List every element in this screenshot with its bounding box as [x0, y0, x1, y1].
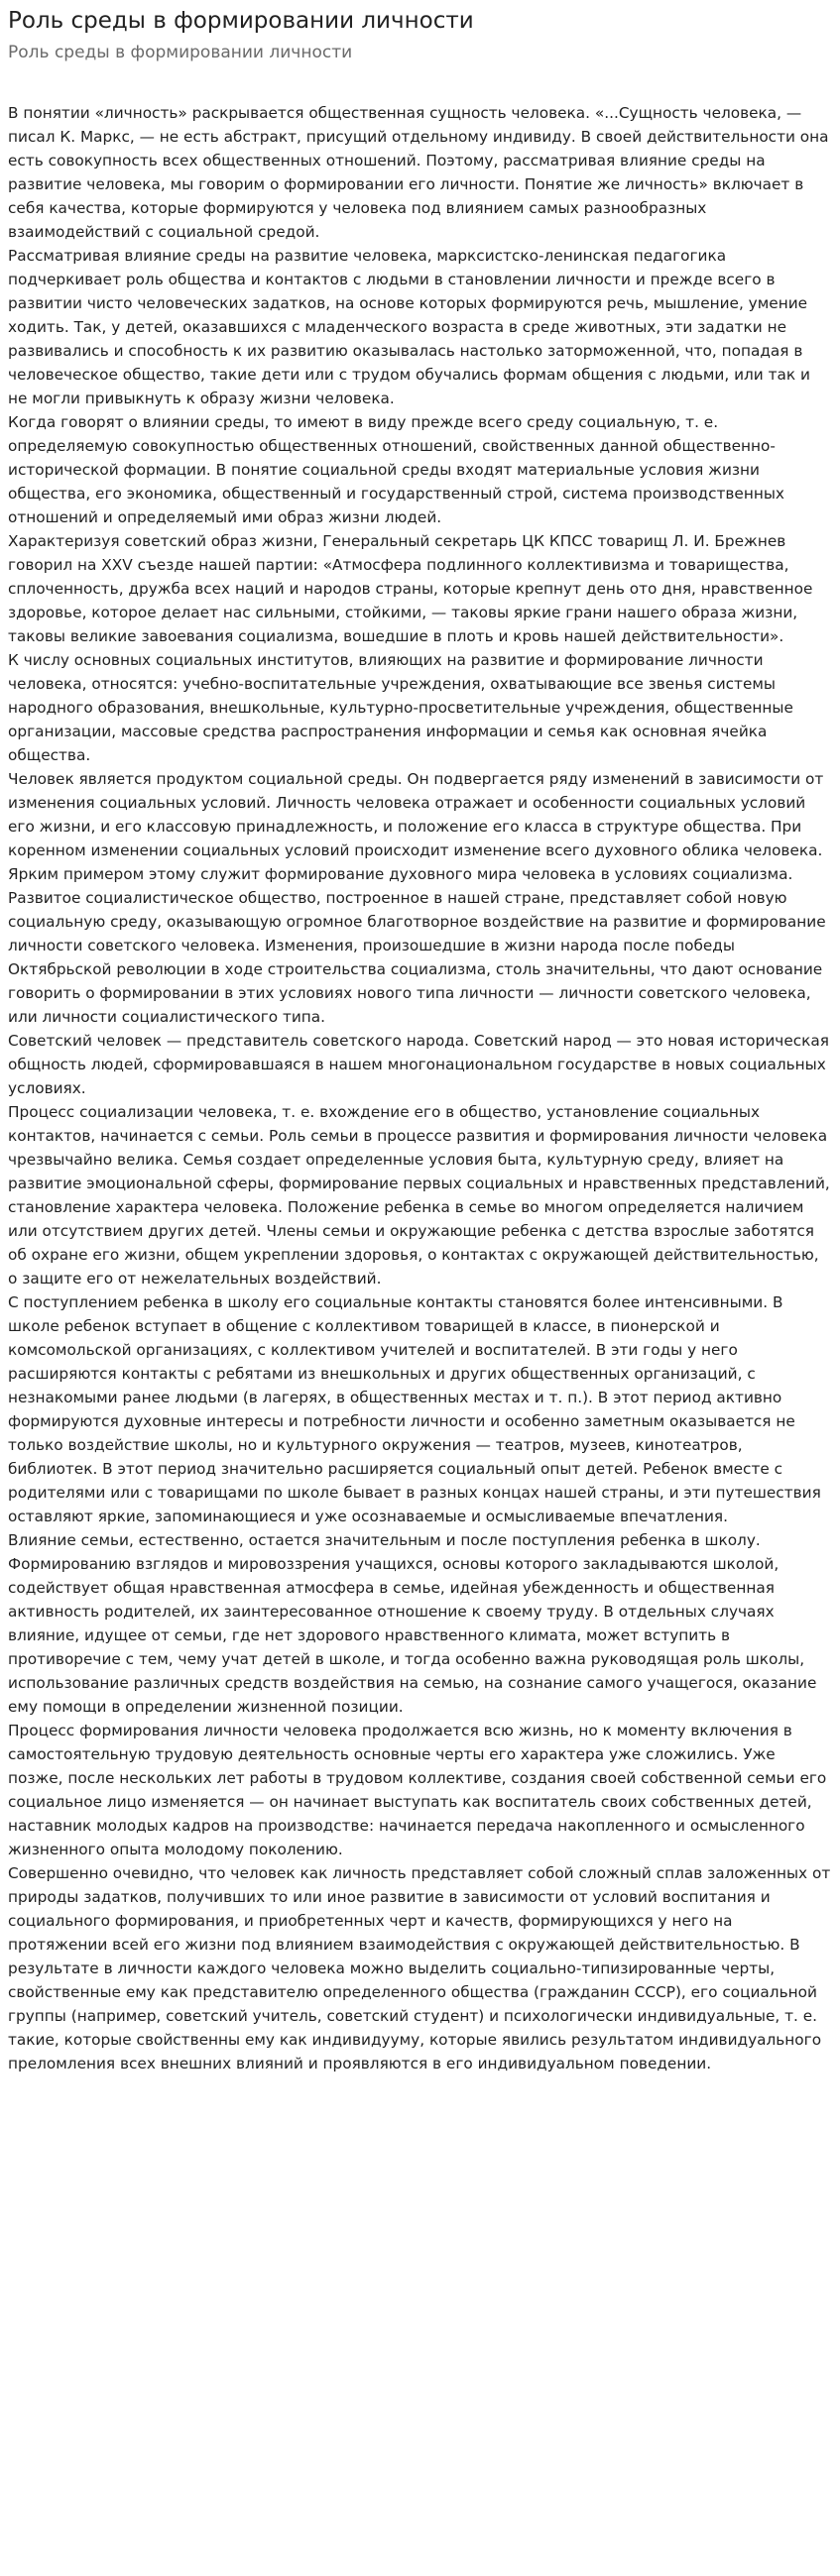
paragraph: Когда говорят о влиянии среды, то имеют в виду прежде всего среду социальную, т. е. определяемую совокупностью общественных отношений, свойственных данной общественно-исторической формации. В понятие социальной среды входят материальные условия жизни общества, его экономика, общественный и государственный строй, система производственных отношений и определяемый ими образ жизни людей. — [8, 413, 784, 526]
paragraph: Процесс социализации человека, т. е. вхождение его в общество, установление социальных контактов, начинается с семьи. Роль семьи в процессе развития и формирования личности человека чрезвычайно велика. Семья создает определенные условия быта, культурную среду, влияет на развитие эмоциональной сферы, формирование первых социальных и нравственных представлений, становление характера человека. Положение ребенка в семье во многом определяется наличием или отсутствием других детей. Члены семьи и окружающие ребенка с детства взрослые заботятся об охране его жизни, общем укреплении здоровья, о контактах с окружающей действительностью, о защите его от нежелательных воздействий. — [8, 1103, 830, 1288]
paragraph: Советский человек — представитель советского народа. Советский народ — это новая историческая общность людей, сформировавшаяся в нашем многонациональном государстве в новых социальных условиях. — [8, 1032, 829, 1097]
paragraph: В понятии «личность» раскрывается общественная сущность человека. «...Сущность человека, — писал К. Маркс, — не есть абстракт, присущий отдельному индивиду. В своей действительности она есть совокупность всех общественных отношений. Поэтому, рассматривая влияние среды на развитие человека, мы говорим о формировании его личности. Понятие же личность» включает в себя качества, которые формируются у человека под влиянием самых разнообразных взаимодействий с социальной средой. — [8, 104, 829, 241]
paragraph: Характеризуя советский образ жизни, Генеральный секретарь ЦК КПСС товарищ Л. И. Брежнев говорил на XXV съезде нашей партии: «Атмосфера подлинного коллективизма и товарищества, сплоченность, дружба всех наций и народов страны, которые крепнут день ото дня, нравственное здоровье, которое делает нас сильными, стойкими, — таковы яркие грани нашего образа жизни, таковы великие завоевания социализма, вошедшие в плоть и кровь нашей действительности». — [8, 532, 813, 645]
paragraph: Совершенно очевидно, что человек как личность представляет собой сложный сплав заложенных от природы задатков, получивших то или иное развитие в зависимости от условий воспитания и социального формирования, и приобретенных черт и качеств, формирующихся у него на протяжении всей его жизни под влиянием взаимодействия с окружающей действительностью. В результате в личности каждого человека можно выделить социально-типизированные черты, свойственные ему как представителю определенного общества (гражданин СССР), его социальной группы (например, советский учитель, советский студент) и психологически индивидуальные, т. е. такие, которые свойственны ему как индивидууму, которые явились результатом индивидуального преломления всех внешних влияний и проявляются в его индивидуальном поведении. — [8, 1864, 831, 2072]
paragraph: Ярким примером этому служит формирование духовного мира человека в условиях социализма. Развитое социалистическое общество, построенное в нашей стране, представляет собой новую социальную среду, оказывающую огромное благотворное воздействие на развитие и формирование личности советского человека. Изменения, произошедшие в жизни народа после победы Октябрьской революции в ходе строительства социализма, столь значительны, что дают основание говорить о формировании в этих условиях нового типа личности — личности советского человека, или личности социалистического типа. — [8, 865, 826, 1026]
page-subtitle: Роль среды в формировании личности — [8, 43, 353, 62]
page-title: Роль среды в формировании личности — [8, 8, 474, 34]
article-body — [8, 101, 832, 2075]
paragraph: Процесс формирования личности человека продолжается всю жизнь, но к моменту включения в самостоятельную трудовую деятельность основные черты его характера уже сложились. Уже позже, после нескольких лет работы в трудовом коллективе, создания своей собственной семьи его социальное лицо изменяется — он начинает выступать как воспитатель своих собственных детей, наставник молодых кадров на производстве: начинается передача накопленного и осмысленного жизненного опыта молодому поколению. — [8, 1722, 827, 1858]
paragraph: С поступлением ребенка в школу его социальные контакты становятся более интенсивными. В школе ребенок вступает в общение с коллективом товарищей в классе, в пионерской и комсомольской организациях, с коллективом учителей и воспитателей. В эти годы у него расширяются контакты с ребятами из внешкольных и других общественных организаций, с незнакомыми ранее людьми (в лагерях, в общественных местах и т. п.). В этот период активно формируются духовные интересы и потребности личности и особенно заметным оказывается не только воздействие школы, но и культурного окружения — театров, музеев, кинотеатров, библиотек. В этот период значительно расширяется социальный опыт детей. Ребенок вместе с родителями или с товарищами по школе бывает в разных концах нашей страны, и эти путешествия оставляют яркие, запоминающиеся и уже осознаваемые и осмысливаемые впечатления. — [8, 1293, 821, 1525]
paragraph: К числу основных социальных институтов, влияющих на развитие и формирование личности человека, относятся: учебно-воспитательные учреждения, охватывающие все звенья системы народного образования, внешкольные, культурно-просветительные учреждения, общественные организации, массовые средства распространения информации и семья как основная ячейка общества. — [8, 651, 793, 764]
paragraph: Влияние семьи, естественно, остается значительным и после поступления ребенка в школу. Формированию взглядов и мировоззрения учащихся, основы которого закладываются школой, содействует общая нравственная атмосфера в семье, идейная убежденность и общественная активность родителей, их заинтересованное отношение к своему труду. В отдельных случаях влияние, идущее от семьи, где нет здорового нравственного климата, может вступить в противоречие с тем, чему учат детей в школе, и тогда особенно важна руководящая роль школы, использование различных средств воздействия на семью, на сознание самого учащегося, оказание ему помощи в определении жизненной позиции. — [8, 1531, 817, 1716]
paragraph: Рассматривая влияние среды на развитие человека, марксистско-ленинская педагогика подчеркивает роль общества и контактов с людьми в становлении личности и прежде всего в развитии чисто человеческих задатков, на основе которых формируются речь, мышление, умение ходить. Так, у детей, оказавшихся с младенческого возраста в среде животных, эти задатки не развивались и способность к их развитию оказывалась настолько заторможенной, что, попадая в человеческое общество, такие дети или с трудом обучались формам общения с людьми, или так и не могли привыкнуть к образу жизни человека. — [8, 247, 810, 407]
paragraph: Человек является продуктом социальной среды. Он подвергается ряду изменений в зависимости от изменения социальных условий. Личность человека отражает и особенности социальных условий его жизни, и его классовую принадлежность, и положение его класса в структуре общества. При коренном изменении социальных условий происходит изменение всего духовного облика человека. — [8, 770, 824, 859]
